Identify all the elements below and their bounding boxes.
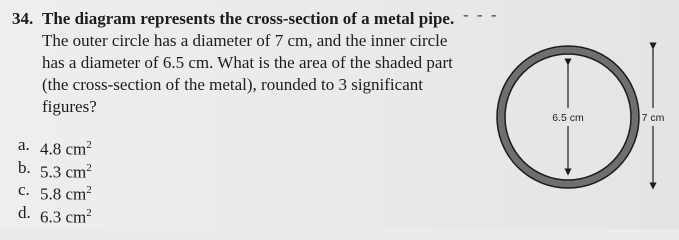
question-line-1: The diagram represents the cross-section of a metal pipe. bbox=[42, 9, 455, 28]
option-value: 5.3 $cm^2$ bbox=[40, 161, 92, 182]
option-value: 6.3 $cm^2$ bbox=[40, 206, 92, 227]
option-value: 5.8 $cm^2$ bbox=[40, 184, 92, 204]
outer-diameter-label: 7 cm bbox=[641, 112, 665, 124]
question-line-2: The outer circle has a diameter of 7 cm, and the inner circle bbox=[42, 31, 448, 50]
option-letter: c. bbox=[18, 180, 30, 199]
question-line-4: (the cross-section of the metal), rounded to 3 significant bbox=[42, 75, 423, 94]
question-line-5: figures? bbox=[42, 97, 97, 116]
option-letter: b. bbox=[18, 157, 31, 177]
option-letter: a. bbox=[18, 135, 30, 154]
option-letter: d. bbox=[18, 202, 31, 222]
question-line-3: has a diameter of 6.5 cm. What is the area of the shaded part bbox=[42, 53, 453, 72]
inner-diameter-label: 6.5 cm bbox=[552, 112, 584, 124]
question-number: 34. bbox=[12, 9, 34, 28]
continuation-dashes: - - - bbox=[463, 5, 499, 24]
option-value: 4.8 $cm^2$ bbox=[40, 139, 92, 159]
